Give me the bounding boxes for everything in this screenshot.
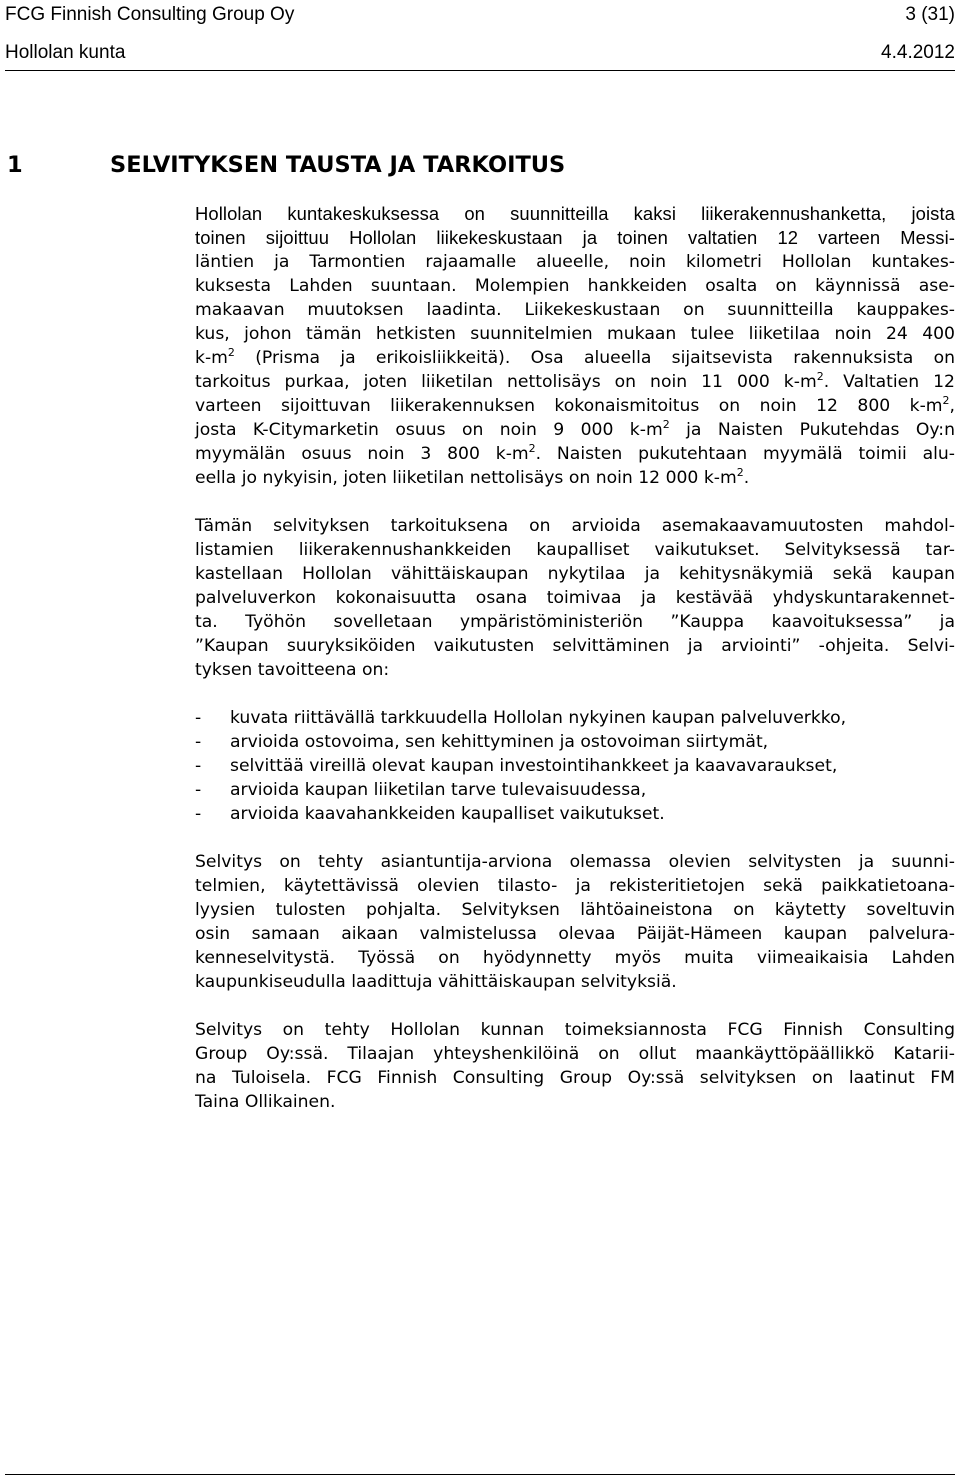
objectives-list	[195, 706, 955, 826]
paragraph-authors	[195, 1018, 955, 1114]
section-number: 1	[7, 152, 23, 178]
section-heading	[7, 151, 565, 179]
text-line: varteen sijoittuvan liikerakennuksen kokonaismitoitus on noin 12 800 $k-m^2$,	[195, 394, 955, 416]
text-line: na Tuloisela. FCG Finnish Consulting Group Oy:ssä selvityksen on laatinut FM	[195, 1068, 955, 1088]
text-line: Hollolan kuntakeskuksessa on suunnitteilla kaksi liikerakennushanketta, joista	[195, 203, 955, 224]
text-line: Group Oy:ssä. Tilaajan yhteyshenkilöinä on ollut maankäyttöpäällikkö Katarii-	[195, 1044, 955, 1064]
text-line: osin samaan aikaan valmistelussa olevaa Päijät-Hämeen kaupan palvelura-	[195, 924, 955, 944]
document-body	[195, 202, 955, 1138]
text-line: $k-m^2$ (Prisma ja erikoisliikkeitä). Osa alueella sijaitsevista rakennuksista on	[195, 346, 956, 368]
footer-divider	[5, 1474, 955, 1475]
bullet-dash: -	[195, 756, 202, 776]
header-page-number: 3 (31)	[905, 4, 955, 25]
header-date: 4.4.2012	[881, 42, 955, 63]
bullet-dash: -	[195, 732, 202, 752]
paragraph-method	[195, 850, 955, 994]
paragraph-background	[195, 202, 955, 490]
text-line: Selvitys on tehty Hollolan kunnan toimeksiannosta FCG Finnish Consulting	[195, 1020, 955, 1040]
paragraph-purpose	[195, 514, 955, 682]
text-line: kaupunkiseudulla laadittuja vähittäiskaupan selvityksiä.	[195, 972, 677, 992]
text-line: listamien liikerakennushankkeiden kaupalliset vaikutukset. Selvityksessä tar-	[195, 540, 955, 560]
list-item: - selvittää vireillä olevat kaupan investointihankkeet ja kaavavaraukset,	[195, 756, 838, 776]
text-line: Tämän selvityksen tarkoituksena on arvioida asemakaavamuutosten mahdol-	[195, 516, 955, 536]
text-line: palveluverkon kokonaisuutta osana toimivaa ja kestävää yhdyskuntarakennet-	[195, 588, 955, 608]
text-line: Selvitys on tehty asiantuntija-arviona olemassa olevien selvitysten ja suunni-	[195, 852, 955, 872]
list-item: - arvioida kaupan liiketilan tarve tulevaisuudessa,	[195, 780, 647, 800]
text-line: eella jo nykyisin, joten liiketilan nettolisäys on noin 12 000 $k-m^2$.	[195, 466, 750, 488]
header-divider	[5, 70, 955, 71]
text-line: kus, johon tämän hetkisten suunnitelmien mukaan tulee liiketilaa noin 24 400	[195, 324, 955, 344]
text-line: ta. Työhön sovelletaan ympäristöministeriön ”Kauppa kaavoituksessa” ja	[195, 612, 955, 632]
list-item: - arvioida kaavahankkeiden kaupalliset vaikutukset.	[195, 804, 665, 824]
section-title: SELVITYKSEN TAUSTA JA TARKOITUS	[110, 152, 566, 178]
text-line: läntien ja Tarmontien rajaamalle alueelle, noin kilometri Hollolan kuntakes-	[195, 252, 955, 272]
text-line: Taina Ollikainen.	[195, 1092, 336, 1112]
text-line: kuksesta Lahden suuntaan. Molempien hankkeiden osalta on käynnissä ase-	[195, 276, 955, 296]
text-line: makaavan muutoksen laadinta. Liikekeskustaan on suunnitteilla kauppakes-	[195, 300, 955, 320]
text-line: josta K-Citymarketin osuus on noin 9 000 $k-m^2$ ja Naisten Pukutehdas Oy:n	[195, 418, 955, 440]
text-line: kenneselvitystä. Työssä on hyödynnetty myös muita viimeaikaisia Lahden	[195, 948, 955, 968]
text-line: ”Kaupan suuryksiköiden vaikutusten selvittäminen ja arviointi” -ohjeita. Selvi-	[195, 636, 955, 656]
bullet-dash: -	[195, 780, 202, 800]
bullet-dash: -	[195, 708, 202, 728]
text-line: toinen sijoittuu Hollolan liikekeskustaan ja toinen valtatien 12 varteen Messi-	[195, 227, 955, 248]
text-line: tarkoitus purkaa, joten liiketilan nettolisäys on noin 11 000 $k-m^2$. Valtatien 12	[195, 370, 955, 392]
text-line: myymälän osuus noin 3 800 $k-m^2$. Naisten pukutehtaan myymälä toimii alu-	[195, 442, 955, 464]
header-client: Hollolan kunta	[5, 42, 126, 63]
list-item: - arvioida ostovoima, sen kehittyminen ja ostovoiman siirtymät,	[195, 732, 769, 752]
running-header-top	[5, 4, 955, 26]
bullet-dash: -	[195, 804, 202, 824]
text-line: lyysien tulosten pohjalta. Selvityksen lähtöaineistona on käytetty soveltuvin	[195, 900, 955, 920]
text-line: kastellaan Hollolan vähittäiskaupan nykytilaa ja kehitysnäkymiä sekä kaupan	[195, 564, 955, 584]
text-line: telmien, käytettävissä olevien tilasto- ja rekisteritietojen sekä paikkatietoana-	[195, 876, 955, 896]
header-company: FCG Finnish Consulting Group Oy	[5, 4, 295, 25]
running-header-bottom	[5, 42, 955, 64]
list-item: - kuvata riittävällä tarkkuudella Hollolan nykyinen kaupan palveluverkko,	[195, 708, 847, 728]
text-line: tyksen tavoitteena on:	[195, 660, 390, 680]
